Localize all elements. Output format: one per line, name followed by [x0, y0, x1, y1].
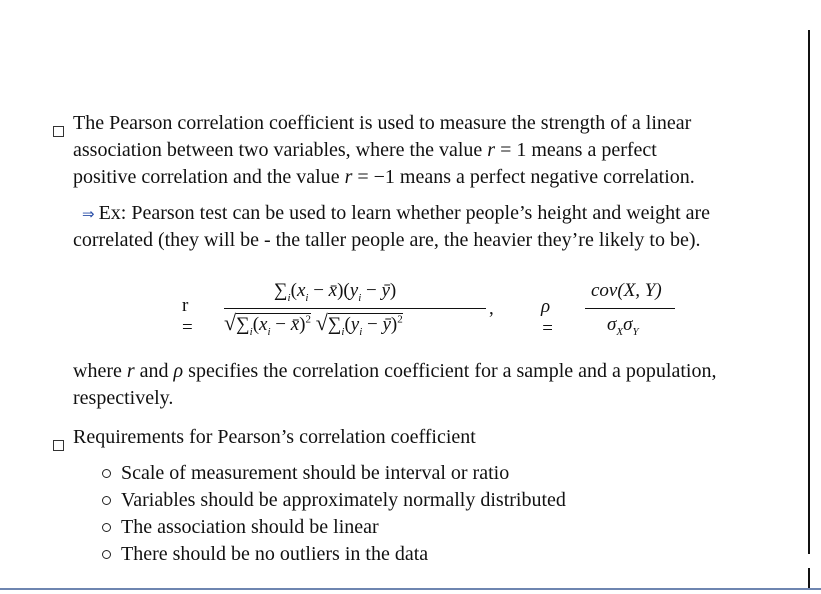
requirement-item: The association should be linear: [121, 516, 379, 538]
bullet-2-title: Requirements for Pearson’s correlation coefficient: [73, 426, 476, 448]
requirement-item: Variables should be approximately normally distributed: [121, 489, 566, 511]
formula-r-comma: ,: [489, 298, 494, 319]
formula-rho-lhs: ρ =: [541, 296, 554, 339]
formula-rho-denominator: $\sigma_X\sigma_Y$: [607, 314, 639, 338]
formula-rho-fraction-bar: [585, 308, 675, 309]
circle-bullet-icon: [102, 469, 111, 478]
requirement-item: There should be no outliers in the data: [121, 543, 429, 565]
text: association between two variables, where the value: [73, 139, 488, 161]
implies-arrow-icon: ⇒: [82, 205, 95, 223]
text: = −1 means a perfect negative correlation.: [352, 166, 695, 188]
right-border-line-lower: [808, 568, 810, 588]
example-line-1: [82, 200, 710, 228]
example-line-2: correlated (they will be - the taller people are, the heavier they’re likely to be).: [73, 229, 701, 251]
formula-rho-numerator: cov(X, Y): [591, 280, 662, 301]
requirement-item: Scale of measurement should be interval or ratio: [121, 462, 510, 484]
formula-r-fraction-bar: [224, 308, 486, 309]
text: and: [134, 360, 174, 382]
bullet-1-line-3: [73, 164, 695, 191]
variable-rho: ρ: [173, 360, 184, 382]
text: positive correlation and the value: [73, 166, 345, 188]
bullet-1-line-2: [73, 137, 657, 164]
where-line-2: respectively.: [73, 387, 174, 409]
formula-r-denominator: $√\sum_i(x_i$ − x̄)$^2$ $√\sum_i(y_i$ − ȳ)$^2$: [224, 310, 403, 338]
bullet-1-line-1: The Pearson correlation coefficient is used to measure the strength of a linear: [73, 112, 692, 134]
text: specifies the correlation coefficient for a sample and a population,: [183, 360, 717, 382]
circle-bullet-icon: [102, 550, 111, 559]
square-bullet-icon: [53, 440, 64, 451]
square-bullet-icon: [53, 126, 64, 137]
text: where: [73, 360, 127, 382]
bottom-border-line: [0, 588, 821, 590]
circle-bullet-icon: [102, 496, 111, 505]
variable-r: r: [344, 166, 353, 188]
variable-r: r: [487, 139, 496, 161]
formula-r-numerator: $\sum_i(x_i$ − $x̄)(y_i$ − ȳ): [274, 280, 397, 304]
right-border-line: [808, 30, 810, 554]
text: Ex: Pearson test can be used to learn whether people’s height and weight are: [98, 202, 711, 224]
circle-bullet-icon: [102, 523, 111, 532]
variable-r: r: [126, 360, 135, 382]
text: = 1 means a perfect: [495, 139, 657, 161]
formula-r-lhs: r =: [182, 295, 193, 338]
where-line-1: [73, 358, 716, 385]
